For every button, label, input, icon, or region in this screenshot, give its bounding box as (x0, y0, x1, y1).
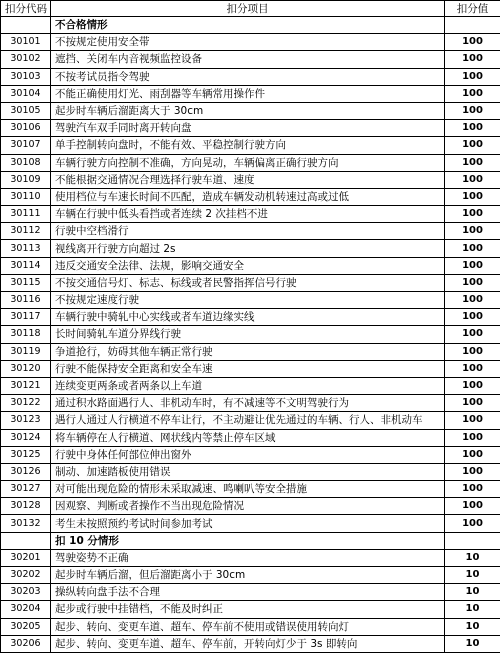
cell-value: 100 (445, 343, 500, 360)
table-row (1, 257, 500, 274)
table-row (1, 584, 500, 601)
table-row (1, 567, 500, 584)
table-row (1, 360, 500, 377)
cell-item: 制动、加速踏板使用错误 (51, 463, 445, 480)
section-row (1, 17, 500, 34)
cell-code: 30105 (1, 102, 51, 119)
cell-code: 30108 (1, 154, 51, 171)
cell-value: 100 (445, 206, 500, 223)
cell-item: 起步时车辆后溜距离大于 30cm (51, 102, 445, 119)
cell-value: 10 (445, 567, 500, 584)
cell-item: 争道抢行，妨碍其他车辆正常行驶 (51, 343, 445, 360)
cell-item: 扣 10 分情形 (51, 532, 445, 549)
cell-code: 30121 (1, 377, 51, 394)
cell-code: 30126 (1, 463, 51, 480)
cell-value (445, 17, 500, 34)
cell-value: 100 (445, 446, 500, 463)
table-row (1, 206, 500, 223)
cell-value: 100 (445, 34, 500, 51)
cell-value: 100 (445, 102, 500, 119)
cell-item: 连续变更两条或者两条以上车道 (51, 377, 445, 394)
cell-item: 不能根据交通情况合理选择行驶车道、速度 (51, 171, 445, 188)
cell-value: 100 (445, 326, 500, 343)
cell-item: 起步时车辆后溜，但后溜距离小于 30cm (51, 567, 445, 584)
cell-code: 30114 (1, 257, 51, 274)
cell-item: 不合格情形 (51, 17, 445, 34)
cell-value: 100 (445, 274, 500, 291)
cell-code: 30106 (1, 120, 51, 137)
cell-value: 10 (445, 635, 500, 652)
cell-value: 100 (445, 481, 500, 498)
cell-code: 30203 (1, 584, 51, 601)
cell-item: 车辆在行驶中低头看挡或者连续 2 次挂档不进 (51, 206, 445, 223)
table-row (1, 292, 500, 309)
cell-code: 30103 (1, 68, 51, 85)
cell-value: 100 (445, 223, 500, 240)
table-row (1, 515, 500, 532)
cell-code: 30102 (1, 51, 51, 68)
cell-value: 10 (445, 549, 500, 566)
cell-value: 100 (445, 463, 500, 480)
cell-value: 10 (445, 584, 500, 601)
cell-value: 100 (445, 68, 500, 85)
cell-value: 100 (445, 395, 500, 412)
cell-value: 100 (445, 51, 500, 68)
cell-code: 30201 (1, 549, 51, 566)
cell-value: 100 (445, 188, 500, 205)
cell-item: 起步、转向、变更车道、超车、停车前，开转向灯少于 3s 即转向 (51, 635, 445, 652)
cell-value (445, 532, 500, 549)
table-row (1, 395, 500, 412)
table-row (1, 446, 500, 463)
table-row (1, 274, 500, 291)
cell-item: 通过积水路面遇行人、非机动车时，有不减速等不文明驾驶行为 (51, 395, 445, 412)
header-item: 扣分项目 (51, 1, 445, 17)
cell-item: 因观察、判断或者操作不当出现危险情况 (51, 498, 445, 515)
table-row (1, 34, 500, 51)
table-row (1, 549, 500, 566)
cell-value: 100 (445, 309, 500, 326)
cell-item: 操纵转向盘手法不合理 (51, 584, 445, 601)
table-row (1, 498, 500, 515)
table-row (1, 120, 500, 137)
cell-code: 30206 (1, 635, 51, 652)
cell-code: 30115 (1, 274, 51, 291)
cell-item: 驾驶姿势不正确 (51, 549, 445, 566)
table-row (1, 618, 500, 635)
cell-item: 驾驶汽车双手同时离开转向盘 (51, 120, 445, 137)
cell-value: 100 (445, 498, 500, 515)
header-value: 扣分值 (445, 1, 500, 17)
cell-code: 30125 (1, 446, 51, 463)
cell-item: 视线离开行驶方向超过 2s (51, 240, 445, 257)
cell-value: 10 (445, 601, 500, 618)
cell-item: 遇行人通过人行横道不停车让行，不主动避让优先通过的车辆、行人、非机动车 (51, 412, 445, 429)
table-row (1, 429, 500, 446)
section-row (1, 532, 500, 549)
table-row (1, 51, 500, 68)
cell-item: 行驶中空档滑行 (51, 223, 445, 240)
cell-code: 30104 (1, 85, 51, 102)
table-row (1, 326, 500, 343)
cell-value: 100 (445, 377, 500, 394)
table-row (1, 463, 500, 480)
cell-item: 不能正确使用灯光、雨刮器等车辆常用操作件 (51, 85, 445, 102)
table-row (1, 188, 500, 205)
cell-item: 对可能出现危险的情形未采取减速、鸣喇叭等安全措施 (51, 481, 445, 498)
cell-value: 100 (445, 429, 500, 446)
cell-item: 不按规定速度行驶 (51, 292, 445, 309)
cell-value: 100 (445, 85, 500, 102)
table-row (1, 481, 500, 498)
table-row (1, 154, 500, 171)
cell-code (1, 17, 51, 34)
cell-code: 30128 (1, 498, 51, 515)
cell-value: 100 (445, 412, 500, 429)
cell-code: 30117 (1, 309, 51, 326)
table-row (1, 68, 500, 85)
table-row (1, 171, 500, 188)
table-row (1, 601, 500, 618)
cell-item: 车辆行驶中骑轧中心实线或者车道边缘实线 (51, 309, 445, 326)
table-row (1, 223, 500, 240)
cell-item: 起步、转向、变更车道、超车、停车前不使用或错误使用转向灯 (51, 618, 445, 635)
cell-code: 30204 (1, 601, 51, 618)
table-row (1, 343, 500, 360)
cell-code: 30112 (1, 223, 51, 240)
cell-item: 将车辆停在人行横道、网状线内等禁止停车区域 (51, 429, 445, 446)
cell-item: 不按考试员指令驾驶 (51, 68, 445, 85)
cell-code: 30123 (1, 412, 51, 429)
cell-code: 30122 (1, 395, 51, 412)
cell-item: 遮挡、关闭车内音视频监控设备 (51, 51, 445, 68)
cell-item: 起步或行驶中挂错档，不能及时纠正 (51, 601, 445, 618)
cell-code: 30127 (1, 481, 51, 498)
cell-value: 100 (445, 171, 500, 188)
cell-code: 30124 (1, 429, 51, 446)
cell-code: 30118 (1, 326, 51, 343)
cell-item: 车辆行驶方向控制不准确，方向晃动，车辆偏离正确行驶方向 (51, 154, 445, 171)
cell-code: 30101 (1, 34, 51, 51)
cell-item: 违反交通安全法律、法规，影响交通安全 (51, 257, 445, 274)
cell-code: 30110 (1, 188, 51, 205)
cell-value: 100 (445, 137, 500, 154)
cell-code (1, 532, 51, 549)
cell-item: 行驶不能保持安全距离和安全车速 (51, 360, 445, 377)
cell-code: 30202 (1, 567, 51, 584)
table-row (1, 377, 500, 394)
cell-value: 10 (445, 618, 500, 635)
cell-item: 行驶中身体任何部位伸出窗外 (51, 446, 445, 463)
table-row (1, 240, 500, 257)
cell-item: 使用档位与车速长时间不匹配，造成车辆发动机转速过高或过低 (51, 188, 445, 205)
table-row (1, 309, 500, 326)
header-row (1, 1, 500, 17)
table-row (1, 137, 500, 154)
cell-value: 100 (445, 240, 500, 257)
cell-code: 30107 (1, 137, 51, 154)
cell-code: 30116 (1, 292, 51, 309)
cell-item: 考生未按照预约考试时间参加考试 (51, 515, 445, 532)
table-row (1, 635, 500, 652)
cell-value: 100 (445, 257, 500, 274)
table-body (1, 17, 500, 653)
cell-item: 不按交通信号灯、标志、标线或者民警指挥信号行驶 (51, 274, 445, 291)
table-row (1, 102, 500, 119)
table-row (1, 85, 500, 102)
cell-value: 100 (445, 120, 500, 137)
cell-value: 100 (445, 292, 500, 309)
cell-code: 30119 (1, 343, 51, 360)
cell-item: 长时间骑轧车道分界线行驶 (51, 326, 445, 343)
cell-value: 100 (445, 154, 500, 171)
cell-code: 30205 (1, 618, 51, 635)
cell-value: 100 (445, 515, 500, 532)
cell-code: 30109 (1, 171, 51, 188)
cell-value: 100 (445, 360, 500, 377)
cell-item: 不按规定使用安全带 (51, 34, 445, 51)
cell-code: 30111 (1, 206, 51, 223)
cell-item: 单手控制转向盘时，不能有效、平稳控制行驶方向 (51, 137, 445, 154)
table-row (1, 412, 500, 429)
cell-code: 30113 (1, 240, 51, 257)
header-code: 扣分代码 (1, 1, 51, 17)
cell-code: 30132 (1, 515, 51, 532)
cell-code: 30120 (1, 360, 51, 377)
